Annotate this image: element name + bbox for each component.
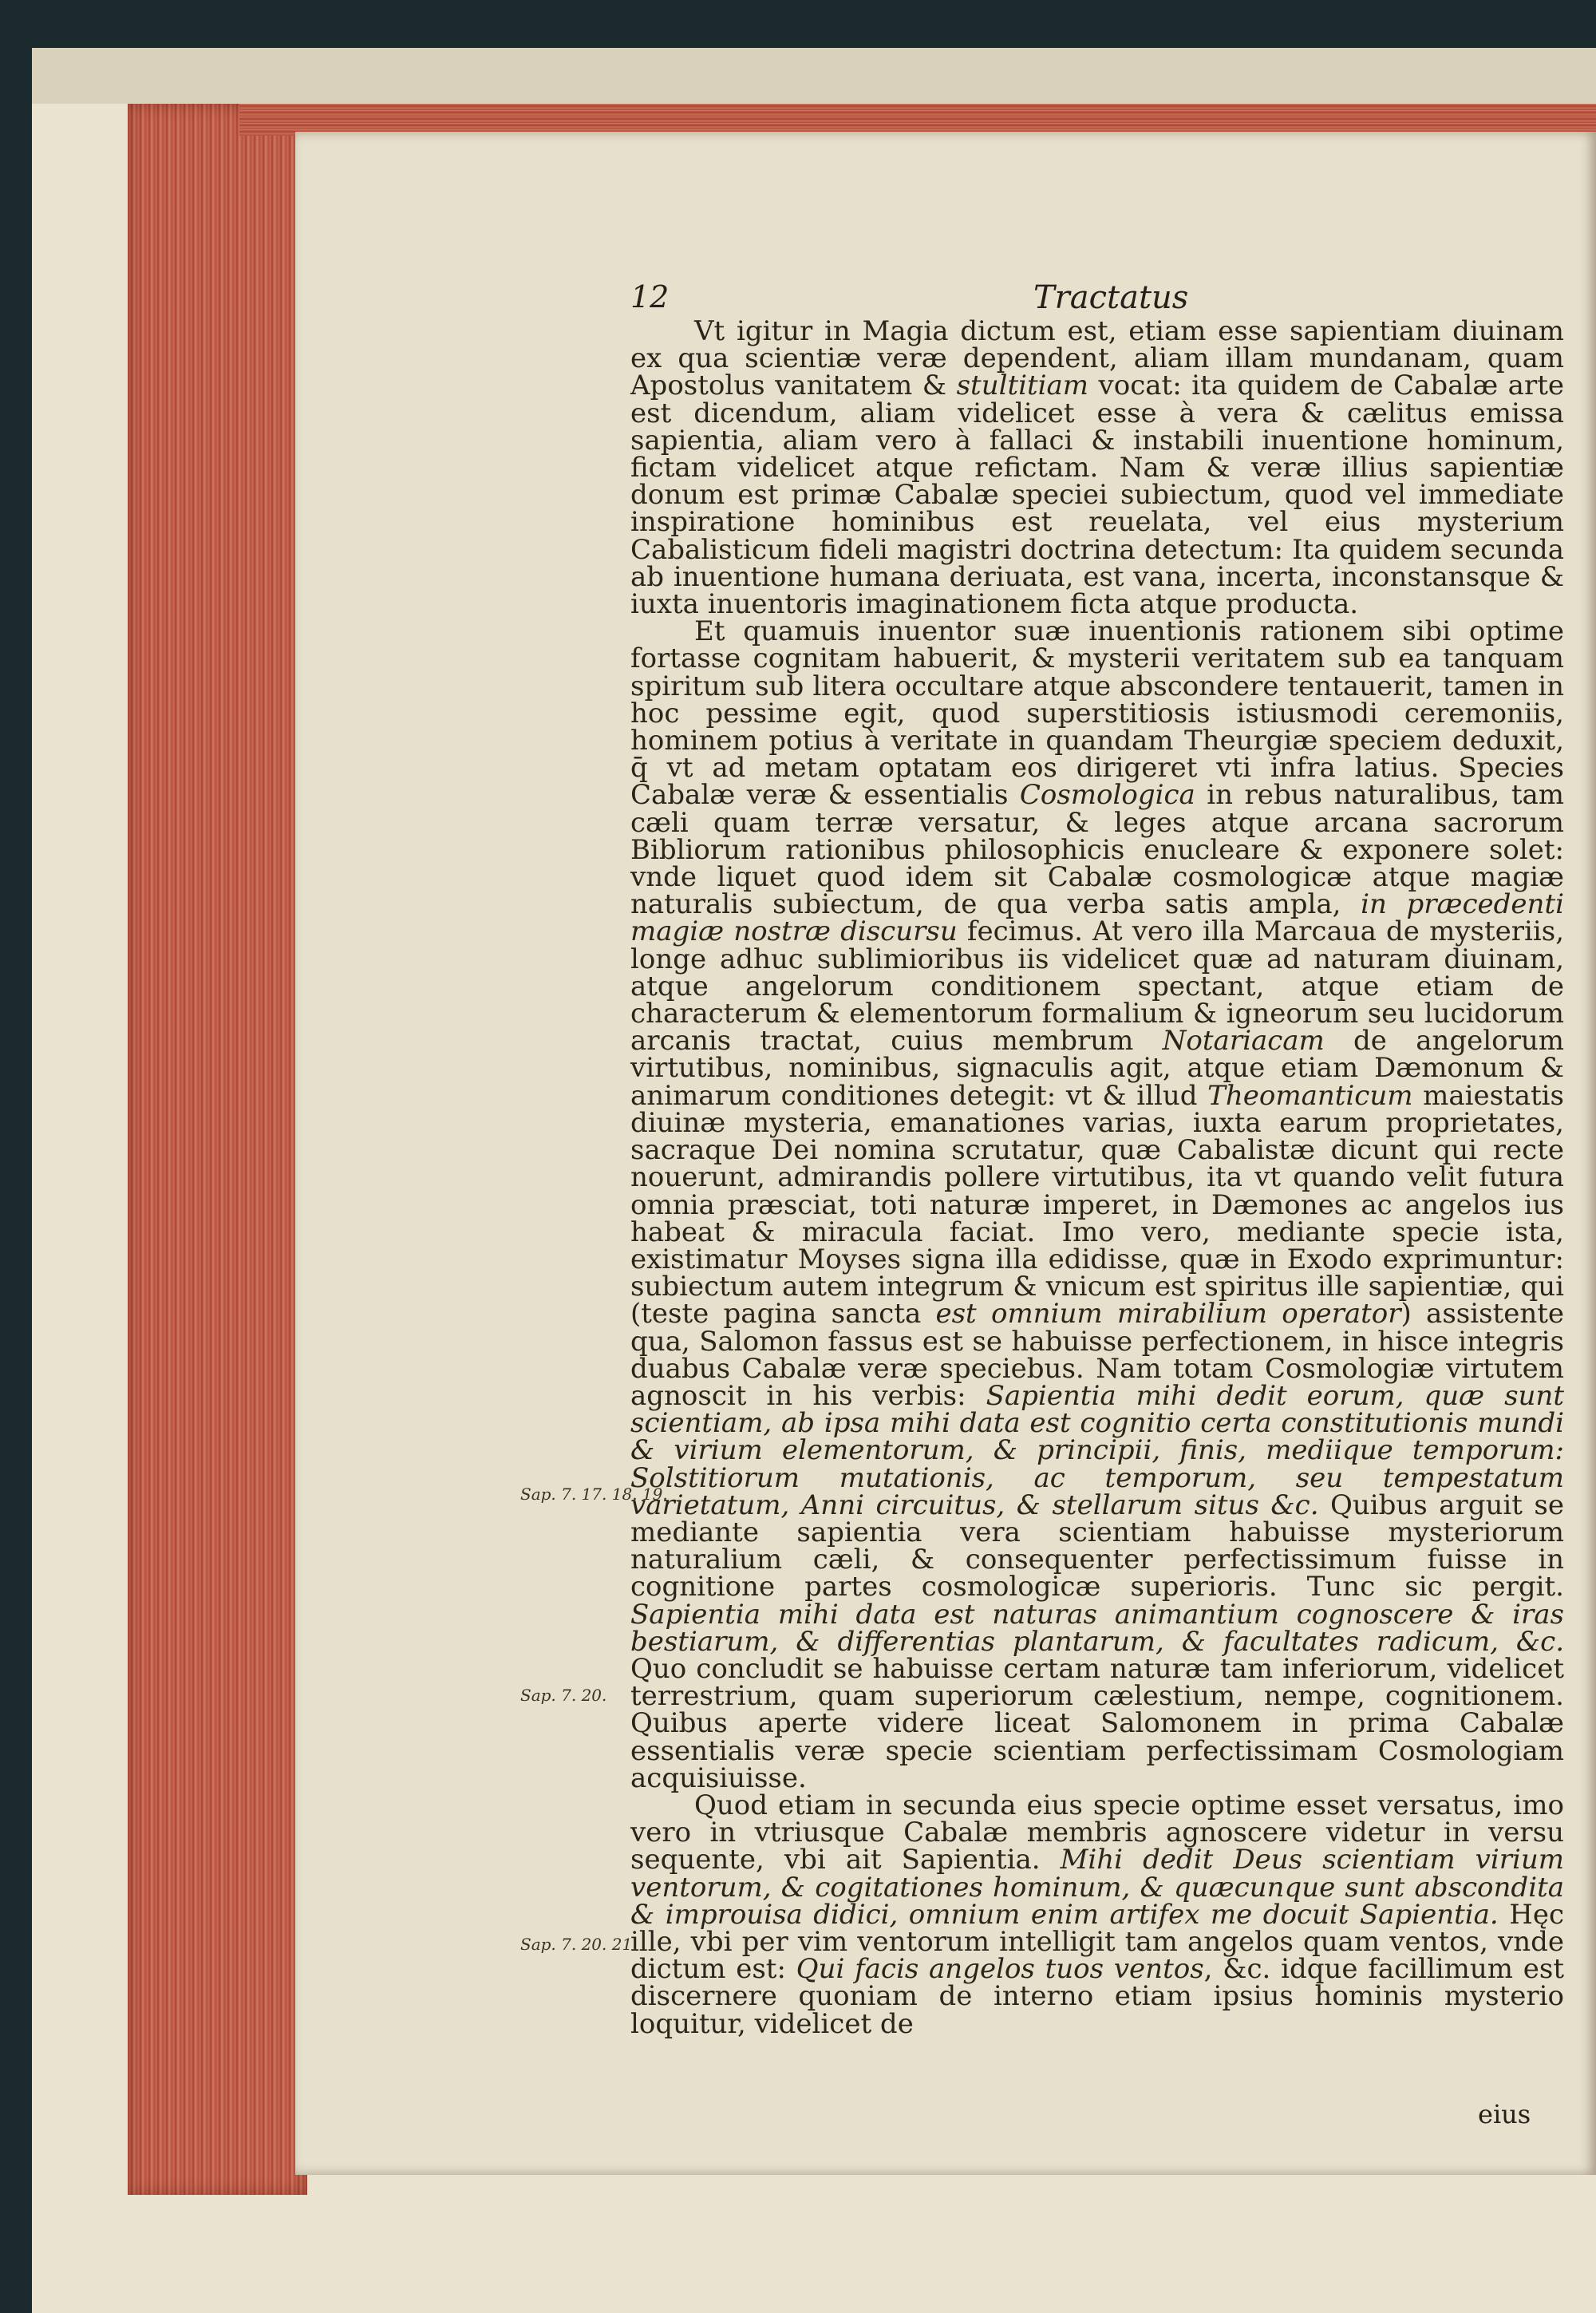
text-run: maiestatis diuinæ mysteria, emanationes varias, iuxta earum proprietates, sacraque Dei nomina scrutatur, quæ Cabalistæ dicunt qui recte nouerunt, admirandis pollere virtutibus, ita vt quando velit futura omnia præsciat, toti naturæ imperet, in Dæmones ac angelos ius habeat & miracula faciat. Imo vero, mediante specie ista, existimatur Moyses signa illa edidisse, quæ in Exodo exprimuntur: subiectum autem integrum & vnicum est spiritus ille sapientiæ, qui (teste pagina sancta bbox=[630, 1079, 1564, 1330]
body-text bbox=[630, 315, 1565, 2040]
text-run: Vt igitur in Magia dictum est, etiam esse sapientiam diuinam ex qua scientiæ veræ dependent, aliam illam mundanam, quam Apostolus vanitatem & bbox=[630, 315, 1564, 402]
catchword: eius bbox=[1478, 2099, 1531, 2129]
paragraph bbox=[630, 315, 1564, 621]
mount-top-edge bbox=[32, 48, 1596, 104]
text-run: in rebus naturalibus, tam cæli quam terræ versatur, & leges atque arcana sacrorum Bibliorum rationibus philosophicis enucleare & exponere solet: vnde liquet quod idem sit Cabalæ cosmologicæ atque magiæ naturalis subiectum, de qua verba satis ampla, bbox=[630, 779, 1564, 921]
margin-note: Sap. 7. 20. bbox=[520, 1686, 607, 1705]
text-run: Et quamuis inuentor suæ inuentionis rationem sibi optime fortasse cognitam habuerit, & mysterii veritatem sub ea tanquam spiritum sub litera occultare atque abscondere tentauerit, tamen in hoc pessime egit, quod superstitiosis istiusmodi ceremoniis, hominem potius à veritate in quandam Theurgiæ speciem deduxit, q̄ vt ad metam optatam eos dirigeret vti infra latius. Species Cabalæ veræ & essentialis bbox=[630, 615, 1564, 812]
page-edges bbox=[128, 104, 307, 2195]
italic-text: Theomanticum bbox=[1207, 1079, 1413, 1112]
page-header bbox=[630, 279, 1564, 319]
text-run: vocat: ita quidem de Cabalæ arte est dicendum, aliam videlicet esse à vera & cælitus emissa sapientia, aliam vero à fallaci & instabili inuentione hominum, fictam videlicet atque refictam. Nam & veræ illius sapientiæ donum est primæ Cabalæ speciei subiectum, quod vel immediate inspiratione hominibus est reuelata, vel eius mysterium Cabalisticum fideli magistri doctrina detectum: Ita quidem secunda ab inuentione humana deriuata, est vana, incerta, inconstansque & iuxta inuentoris imaginationem ficta atque producta. bbox=[630, 370, 1564, 621]
italic-text: stultitiam bbox=[956, 370, 1089, 402]
italic-text: est omnium mirabilium operator bbox=[935, 1298, 1401, 1330]
text-run: ) assistente qua, Salomon fassus est se habuisse perfectionem, in hisce integris duabus Cabalæ veræ speciebus. Nam totam Cosmologiæ virtutem agnoscit in his verbis: bbox=[630, 1298, 1565, 1412]
italic-text: Qui facis angelos tuos ventos bbox=[796, 1953, 1204, 1986]
margin-note: Sap. 7. 20. 21. bbox=[520, 1935, 638, 1954]
running-head: Tractatus bbox=[1033, 279, 1189, 316]
italic-text: Mihi dedit Deus scientiam virium ventorum, & cogitationes hominum, & quæcunque sunt absconditа & improuisa didici, omnium enim artifex me docuit Sapientia. bbox=[630, 1844, 1564, 1931]
page-number: 12 bbox=[630, 279, 670, 314]
italic-text: Notariacam bbox=[1162, 1025, 1325, 1058]
text-run: Quo concludit se habuisse certam naturæ tam inferiorum, videlicet terrestrium, quam superiorum cælestium, nempe, cognitionem. Quibus aperte videre liceat Salomonem in prima Cabalæ essentialis veræ specie scientiam perfectissimam Cosmologiam acquisiuisse. bbox=[630, 1652, 1564, 1794]
page-edges-top bbox=[239, 104, 1596, 136]
italic-text: in præcedenti magiæ nostræ discursu bbox=[630, 888, 1564, 948]
text-run: , &c. idque facillimum est discernere quoniam de interno etiam ipsius hominis mysterio loquitur, videlicet de bbox=[630, 1953, 1564, 2040]
italic-text: Cosmologica bbox=[1019, 779, 1195, 812]
margin-note: Sap. 7. 17. 18. 19. bbox=[520, 1485, 668, 1504]
italic-text: Sapientia mihi dedit eorum, quæ sunt scientiam, ab ipsa mihi data est cognitio certa constitutionis mundi & virium elementorum, & principii, finis, mediique temporum: Solstitiorum mutationis, ac temporum, seu tempestatum varietatum, Anni circuitus, & stellarum situs &c. bbox=[630, 1379, 1564, 1521]
italic-text: Sapientia mihi data est naturas animantium cognoscere & iras bestiarum, & differentias plantarum, & facultates radicum, &c. bbox=[630, 1598, 1564, 1658]
text-run: Hęc ille, vbi per vim ventorum intelligit tam angelos quam ventos, vnde dictum est: bbox=[630, 1898, 1565, 1986]
paragraph bbox=[630, 1789, 1565, 2040]
text-run: Quod etiam in secunda eius specie optime esset versatus, imo vero in vtriusque Cabalæ membris agnoscere videtur in versu sequente, vbi ait Sapientia. bbox=[630, 1789, 1564, 1876]
text-run: fecimus. At vero illa Marcaua de mysteriis, longe adhuc sublimioribus iis videlicet quæ ad naturam diuinam, atque angelorum conditionem spectant, atque etiam de characterum & elementorum formalium & igneorum seu lucidorum arcanis tractat, cuius membrum bbox=[630, 915, 1565, 1058]
paragraph bbox=[630, 615, 1565, 1794]
text-run: Quibus arguit se mediante sapientia vera scientiam habuisse mysteriorum naturalium cæli, & consequenter perfectissimum fuisse in cognitione partes cosmologicæ superioris. Tunc sic pergit. bbox=[630, 1489, 1564, 1603]
text-run: de angelorum virtutibus, nominibus, signaculis agit, atque etiam Dæmonum & animarum conditiones detegit: vt & illud bbox=[630, 1025, 1564, 1112]
